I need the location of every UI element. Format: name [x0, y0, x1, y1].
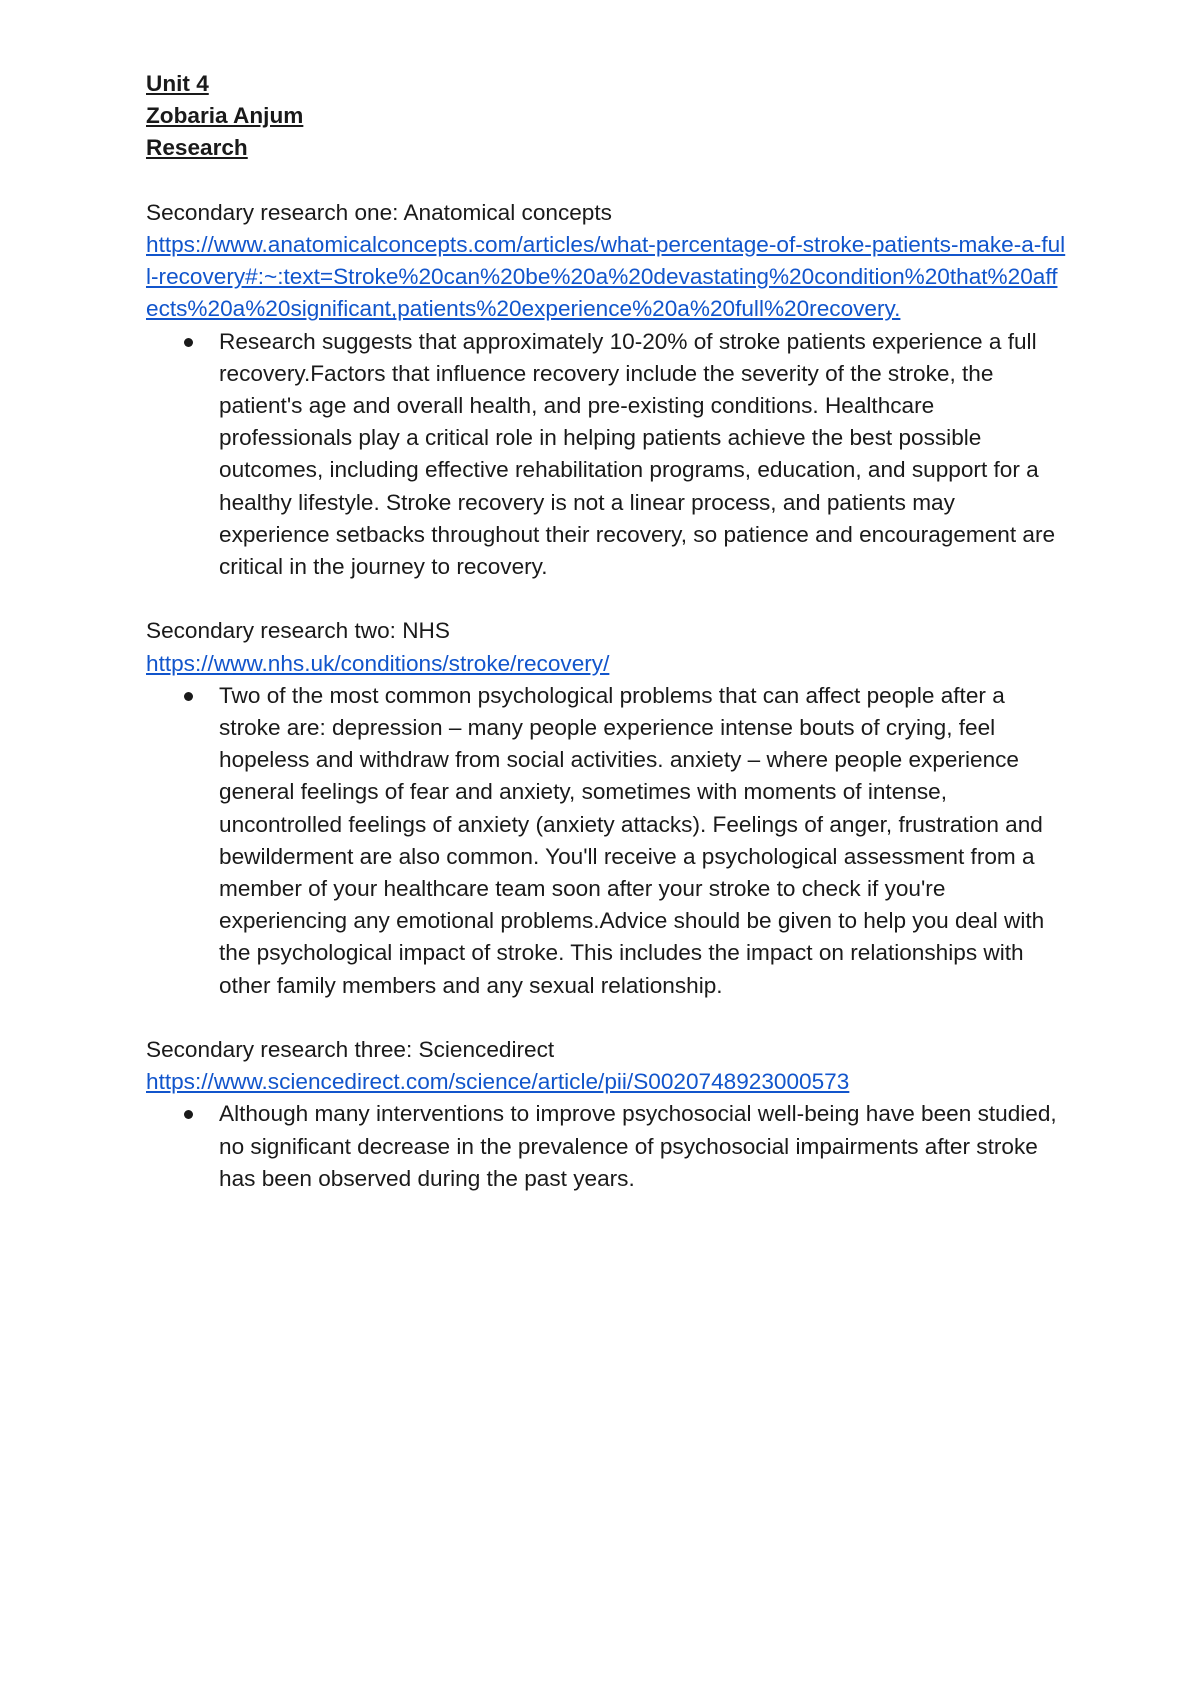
research-section-two — [146, 615, 1066, 1001]
bullet-icon — [184, 338, 193, 347]
unit-heading: Unit 4 — [146, 71, 209, 96]
source-link[interactable]: https://www.anatomicalconcepts.com/articles/what-percentage-of-stroke-patients-make-a-full-recovery#:~:text=Stroke%20can%20be%20a%20devastating%20condition%20that%20affects%20a%20significant,patients%20experience%20a%20full%20recovery. — [146, 232, 1066, 322]
bullet-text: Research suggests that approximately 10-20% of stroke patients experience a full recovery.Factors that influence recovery include the severity of the stroke, the patient's age and overall health, and pre-existing conditions. Healthcare professionals play a critical role in helping patients achieve the best possible outcomes, including effective rehabilitation programs, education, and support for a healthy lifestyle. Stroke recovery is not a linear process, and patients may experience setbacks throughout their recovery, so patience and encouragement are critical in the journey to recovery. — [219, 328, 1056, 580]
spacer — [146, 165, 1066, 197]
source-link[interactable]: https://www.sciencedirect.com/science/article/pii/S0020748923000573 — [146, 1069, 850, 1095]
document-page — [146, 68, 1066, 1195]
bullet-text: Two of the most common psychological problems that can affect people after a stroke are: depression – many people experience intense bouts of crying, feel hopeless and withdraw from social activities. anxiety – where people experience general feelings of fear and anxiety, sometimes with moments of intense, uncontrolled feelings of anxiety (anxiety attacks). Feelings of anger, frustration and bewilderment are also common. You'll receive a psychological assessment from a member of your healthcare team soon after your stroke to check if you're experiencing any emotional problems.Advice should be given to help you deal with the psychological impact of stroke. This includes the impact on relationships with other family members and any sexual relationship. — [219, 682, 1045, 998]
section-title: Secondary research three: Sciencedirect — [146, 1037, 555, 1063]
bullet-icon — [184, 692, 193, 701]
author-heading: Zobaria Anjum — [146, 103, 304, 129]
bullet-text: Although many interventions to improve psychosocial well-being have been studied, no significant decrease in the prevalence of psychosocial impairments after stroke has been observed during the past years. — [219, 1101, 1057, 1191]
bullet-icon — [184, 1110, 193, 1119]
research-section-three — [146, 1034, 1066, 1195]
section-title: Secondary research one: Anatomical concepts — [146, 199, 612, 225]
spacer — [146, 583, 1066, 615]
research-heading: Research — [146, 135, 248, 161]
section-title: Secondary research two: NHS — [146, 618, 450, 644]
source-link[interactable]: https://www.nhs.uk/conditions/stroke/recovery/ — [146, 650, 610, 676]
spacer — [146, 1002, 1066, 1034]
list-item — [146, 326, 1066, 584]
list-item — [146, 1098, 1066, 1195]
list-item — [146, 680, 1066, 1002]
research-section-one — [146, 197, 1066, 583]
